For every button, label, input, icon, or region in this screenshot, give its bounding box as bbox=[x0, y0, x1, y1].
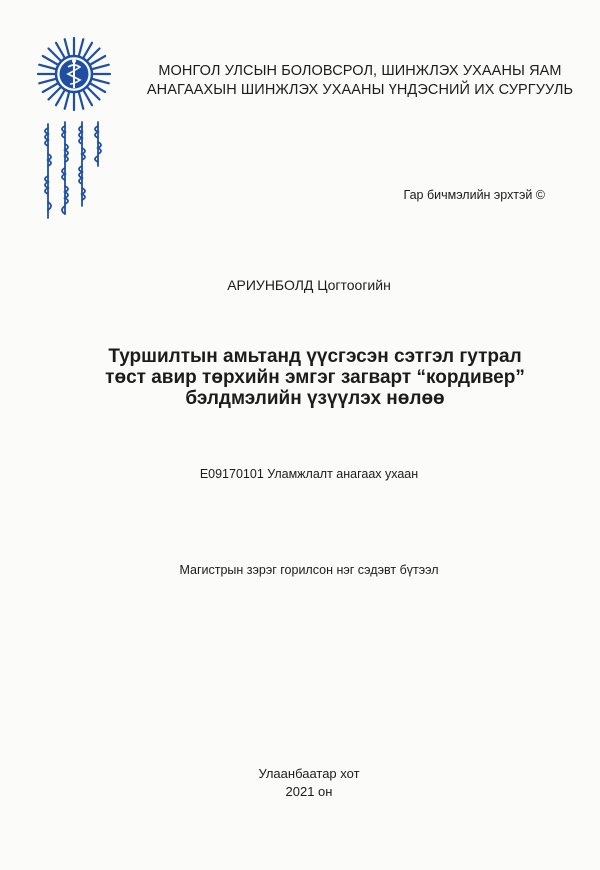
thesis-title-line: Туршилтын амьтанд үүсгэсэн сэтгэл гутрал bbox=[108, 346, 522, 367]
university-emblem-icon bbox=[30, 36, 126, 226]
thesis-title-line: төст авир төрхийн эмгэг загварт “кордивер” bbox=[105, 367, 525, 388]
university-name: АНАГААХЫН ШИНЖЛЭХ УХААНЫ ҮНДЭСНИЙ ИХ СУРГУУЛЬ bbox=[146, 82, 574, 98]
city: Улаанбаатар хот bbox=[258, 766, 360, 781]
thesis-title bbox=[60, 346, 570, 409]
ministry-name: МОНГОЛ УЛСЫН БОЛОВСРОЛ, ШИНЖЛЭХ УХААНЫ ЯАМ bbox=[158, 63, 562, 79]
author-name: АРИУНБОЛД Цогтоогийн bbox=[227, 277, 391, 293]
thesis-title-line: бэлдмэлийн үзүүлэх нөлөө bbox=[185, 388, 445, 409]
copyright-note: Гар бичмэлийн эрхтэй © bbox=[403, 188, 545, 202]
specialty-code: E09170101 Уламжлалт анагаах ухаан bbox=[199, 467, 419, 481]
place-and-date bbox=[0, 765, 600, 801]
degree-statement: Магистрын зэрэг горилсон нэг сэдэвт бүтээл bbox=[179, 563, 439, 577]
vertical-script bbox=[45, 122, 101, 218]
institution-header bbox=[140, 62, 580, 100]
year: 2021 он bbox=[285, 784, 333, 799]
